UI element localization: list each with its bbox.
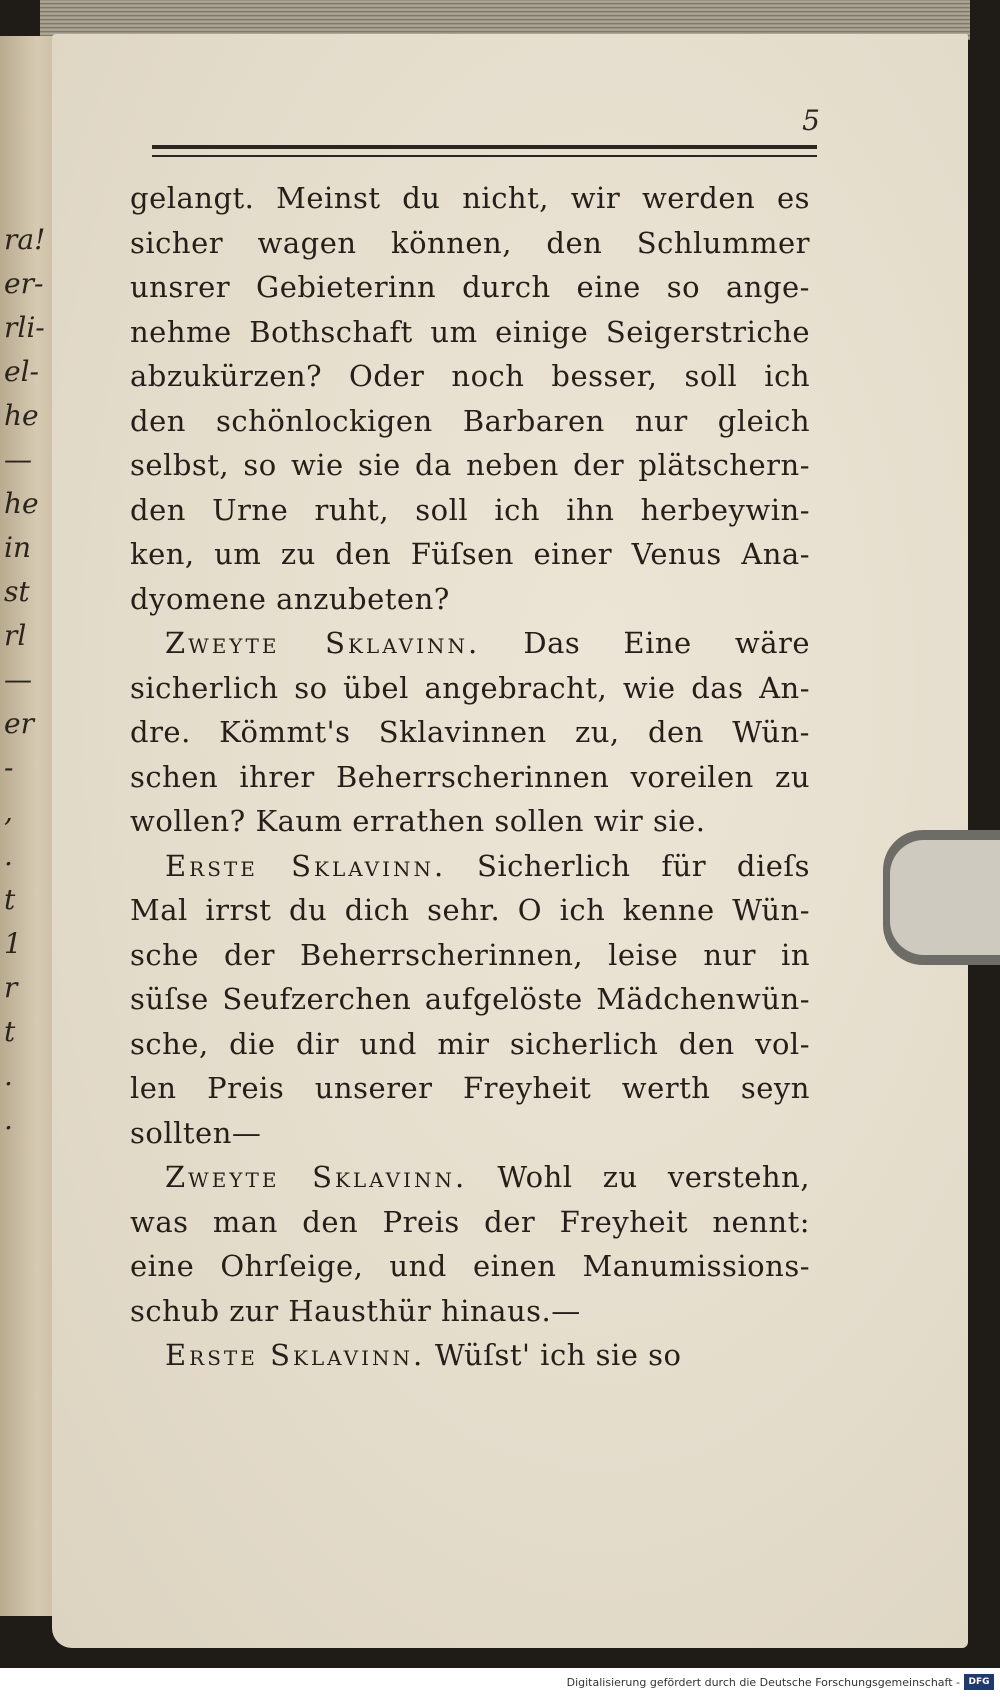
text-line: sollten— [130, 1115, 262, 1150]
text-line: dyomene anzubeten? [130, 581, 450, 616]
left-page-fragment: in [4, 531, 31, 564]
left-page-fragment: ra! [4, 223, 46, 256]
text-line [130, 1333, 810, 1378]
text-line: den Urne ruht, soll ich ihn herbeywin- [130, 492, 810, 527]
left-page-fragment: he [4, 399, 39, 432]
left-page-fragment: - [4, 751, 14, 784]
text-line: len Preis unserer Freyheit werth seyn [130, 1071, 810, 1105]
text-line: sicher wagen können, den Schlummer [130, 225, 810, 260]
text-line: schen ihrer Beherrscherinnen voreilen zu [130, 759, 810, 794]
left-page-fragment: . [4, 1059, 13, 1092]
text-line: selbst, so wie sie da neben der plätschern- [130, 448, 810, 482]
text-line: schub zur Hausthür hinaus.— [130, 1293, 581, 1328]
speaker-name: Zweyte Sklavinn. [165, 626, 481, 660]
funding-credit: Digitalisierung gefördert durch die Deutsche Forschungsgemeinschaft - [566, 1676, 960, 1689]
text-line: dre. Kömmt's Sklavinnen zu, den Wün- [130, 715, 810, 749]
left-page-fragment: el- [4, 355, 39, 388]
text-line [130, 844, 810, 889]
text-line: abzukürzen? Oder noch besser, soll ich [130, 359, 810, 393]
text-line: nehme Bothschaft um einige Seigerstriche [130, 314, 810, 349]
left-page-fragment: st [4, 575, 30, 608]
line-text: Wohl zu verstehn, [497, 1160, 810, 1194]
page-tab-inner [890, 840, 1000, 955]
left-page-fragment: t [4, 1015, 16, 1048]
text-line [130, 621, 810, 666]
left-page-fragment: rl [4, 619, 27, 652]
text-line: was man den Preis der Freyheit nennt: [130, 1204, 810, 1239]
left-page-fragment: he [4, 487, 39, 520]
left-page-fragment: — [4, 663, 32, 696]
text-line: sche, die dir und mir sicherlich den vol- [130, 1026, 810, 1061]
text-line: sicherlich so übel angebracht, wie das An- [130, 670, 810, 705]
text-line: süſse Seufzerchen aufgelöste Mädchenwün- [130, 982, 810, 1016]
speaker-name: Erste Sklavinn. [165, 848, 447, 883]
speaker-name: Zweyte Sklavinn. [165, 1160, 468, 1194]
text-line: wollen? Kaum errathen sollen wir sie. [130, 804, 706, 838]
left-page-fragment: . [4, 1103, 13, 1136]
left-page-fragment: — [4, 443, 32, 476]
left-page-fragment: 1 [4, 927, 22, 960]
left-page-fragment: rli- [4, 311, 45, 344]
text-line: gelangt. Meinst du nicht, wir werden es [130, 181, 810, 215]
text-line: unsrer Gebieterinn durch eine so ange- [130, 270, 810, 304]
text-line: eine Ohrſeige, und einen Manumissions- [130, 1249, 810, 1283]
text-line: ken, um zu den Füſsen einer Venus Ana- [130, 537, 810, 571]
line-text: Das Eine wäre [523, 626, 811, 660]
body-text [130, 176, 810, 1378]
left-page-fragment: , [4, 795, 13, 828]
text-line [130, 1155, 810, 1200]
speaker-name: Erste Sklavinn. [165, 1338, 426, 1372]
header-rule-thick [152, 145, 817, 149]
left-page-fragment: er [4, 707, 34, 740]
left-page-fragment: . [4, 839, 13, 872]
page-number: 5 [802, 104, 820, 137]
left-page-fragment: r [4, 971, 18, 1004]
line-text: Wüſst' ich sie so [434, 1338, 682, 1372]
text-line: sche der Beherrscherinnen, leise nur in [130, 937, 810, 972]
line-text: Sicherlich für dieſs [477, 848, 811, 883]
header-rule-thin [152, 155, 817, 157]
text-line: den schönlockigen Barbaren nur gleich [130, 403, 810, 438]
text-line: Mal irrst du dich sehr. O ich kenne Wün- [130, 893, 810, 927]
left-page-fragment: er- [4, 267, 44, 300]
left-page-fragment: t [4, 883, 16, 916]
dfg-logo: DFG [964, 1674, 994, 1690]
